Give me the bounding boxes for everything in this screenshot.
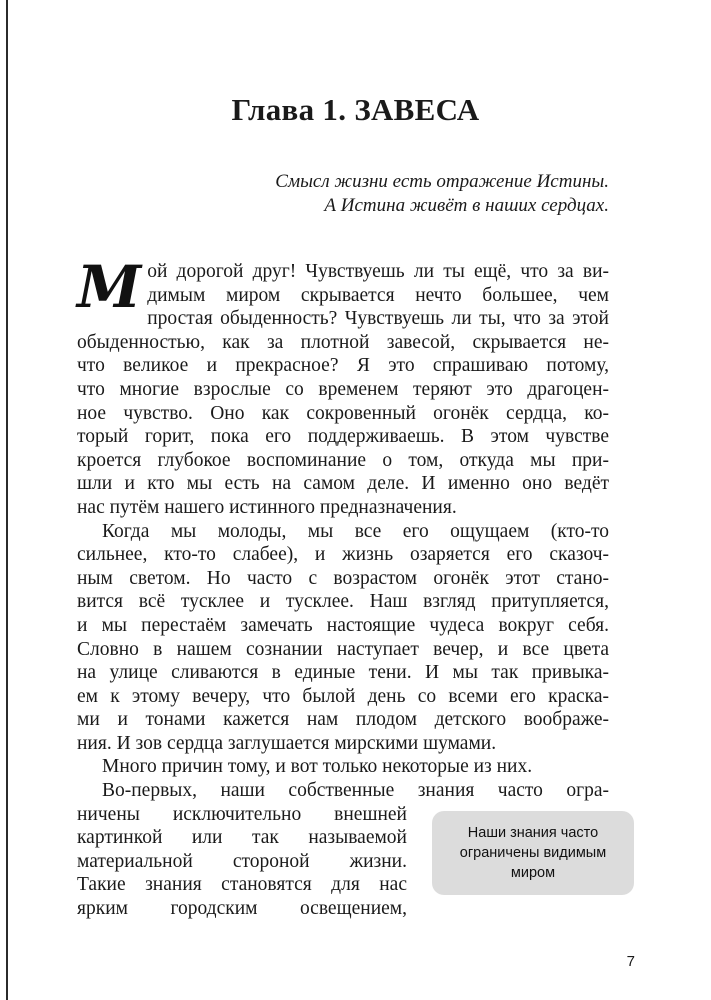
text-line: торый горит, пока его поддерживаешь. В этом чувстве <box>77 426 609 448</box>
text-line: ой дорогой друг! Чувствуешь ли ты ещё, что за ви- <box>147 261 609 282</box>
text-line: Много причин тому, и вот только некоторые из них. <box>102 756 533 778</box>
text-line: сильнее, кто-то слабее), и жизнь озаряется его сказоч- <box>77 544 609 566</box>
text-line: ем к этому вечеру, что былой день со всеми его краска- <box>77 685 609 707</box>
text-line: Такие знания становятся для нас <box>77 874 407 896</box>
text-line: простая обыденность? Чувствуешь ли ты, что за этой <box>147 308 609 330</box>
text-line: материальной стороной жизни. <box>77 850 407 872</box>
text-line: Во-первых, наши собственные знания часто огра- <box>102 780 609 802</box>
text-line: что многие взрослые со временем теряют это драгоцен- <box>77 378 609 400</box>
text-line: Словно в нашем сознании наступает вечер, и все цвета <box>77 638 609 660</box>
text-line: кроется глубокое воспоминание о том, откуда мы при- <box>77 449 609 471</box>
text-line: что великое и прекрасное? Я это спрашиваю потому, <box>77 355 609 377</box>
text-line: димым миром скрывается нечто большее, чем <box>147 284 609 306</box>
text-line: картинкой или так называемой <box>77 827 407 849</box>
text-line: ния. И зов сердца заглушается мирскими шумами. <box>77 732 497 754</box>
callout-line: Наши знания часто <box>467 825 599 841</box>
text-line: ным светом. Но часто с возрастом огонёк этот стано- <box>77 567 609 589</box>
text-line: на улице сливаются в единые тени. И мы так привыка- <box>77 662 609 684</box>
text-line: обыденностью, как за плотной завесой, скрывается не- <box>77 331 609 353</box>
sidebar-callout <box>432 811 634 895</box>
epigraph-line: Смысл жизни есть отражение Истины. <box>275 171 609 192</box>
text-line: Когда мы молоды, мы все его ощущаем (кто-то <box>102 520 609 542</box>
text-line: ярким городским освещением, <box>77 898 407 920</box>
callout-line: ограничены видимым <box>459 845 607 861</box>
drop-cap: М <box>77 253 142 321</box>
text-line: вится всё тусклее и тусклее. Наш взгляд притупляется, <box>77 591 609 613</box>
text-line: ное чувство. Оно как сокровенный огонёк сердца, ко- <box>77 402 609 424</box>
epigraph-line: А Истина живёт в наших сердцах. <box>324 195 609 216</box>
text-line: шли и кто мы есть на самом деле. И именно оно ведёт <box>77 473 609 495</box>
callout-line: миром <box>510 865 556 881</box>
text-line: и мы перестаём замечать настоящие чудеса вокруг себя. <box>77 614 609 636</box>
text-line: ничены исключительно внешней <box>77 803 407 825</box>
chapter-title: Глава 1. ЗАВЕСА <box>231 92 480 127</box>
page-edge-rule <box>6 0 8 1000</box>
epigraph <box>275 170 609 218</box>
page-number: 7 <box>626 953 635 970</box>
text-line: нас путём нашего истинного предназначения. <box>77 496 457 518</box>
text-line: ми и тонами кажется нам плодом детского воображе- <box>77 709 609 731</box>
